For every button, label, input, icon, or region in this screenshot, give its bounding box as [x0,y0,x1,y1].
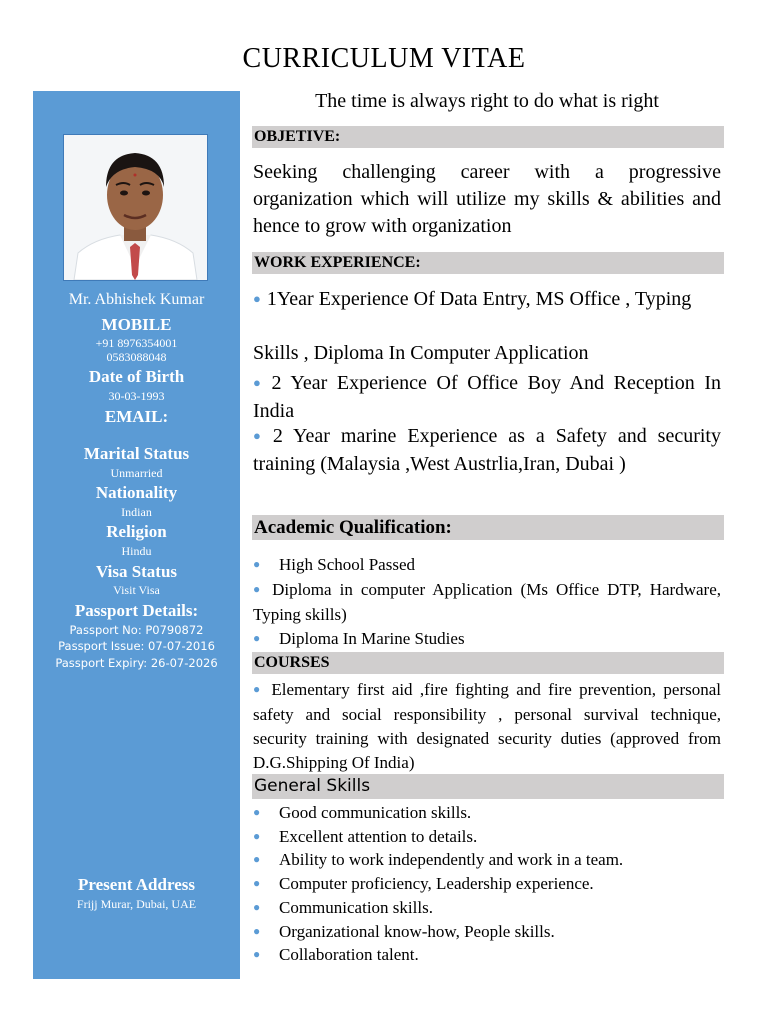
academic-item-text: Diploma in computer Application (Ms Office DTP, Hardware, Typing skills) [253,580,721,624]
general-skills-heading: General Skills [252,774,724,799]
candidate-name: Mr. Abhishek Kumar [68,291,205,308]
work-item-2-text: 2 Year Experience Of Office Boy And Reception In India [253,372,722,422]
skill-item-text: Excellent attention to details. [279,827,478,846]
page-title: CURRICULUM VITAE [242,43,526,74]
bullet-icon: ● [253,852,261,866]
skill-item-text: Good communication skills. [279,803,472,822]
bullet-icon: ● [253,682,264,696]
academic-item-text: Diploma In Marine Studies [279,629,465,648]
motto: The time is always right to do what is right [315,90,659,112]
work-item-2 [253,370,721,425]
dob-value: 30-03-1993 [108,389,165,403]
work-item-1-continued: Skills , Diploma In Computer Application [253,342,589,364]
bullet-icon: ● [253,947,261,961]
bullet-icon: ● [253,924,261,938]
passport-details-label: Passport Details: [74,601,199,620]
religion-label: Religion [106,522,167,541]
marital-status-value: Unmarried [110,466,163,480]
academic-item [253,627,721,652]
passport-expiry: Passport Expiry: 26-07-2026 [55,656,218,670]
academic-heading: Academic Qualification: [252,515,724,540]
work-item-1 [253,286,721,314]
skill-item-text: Organizational know-how, People skills. [279,922,555,941]
bullet-icon: ● [253,428,267,443]
mobile-label: MOBILE [101,315,172,334]
visa-status-value: Visit Visa [113,583,160,597]
bullet-icon: ● [253,829,261,843]
bullet-icon: ● [253,876,261,890]
marital-status-label: Marital Status [83,444,190,463]
bullet-icon: ● [253,375,266,390]
person-photo-icon [64,135,207,280]
bullet-icon: ● [253,557,261,571]
academic-item [253,578,721,627]
mobile-number-1: +91 8976354001 [95,336,178,350]
profile-photo [63,134,208,281]
skill-item-text: Collaboration talent. [279,945,419,964]
academic-item-text: High School Passed [279,555,415,574]
academic-item [253,553,721,578]
religion-value: Hindu [121,544,152,558]
bullet-icon: ● [253,582,265,596]
skill-item-text: Communication skills. [279,898,433,917]
nationality-label: Nationality [95,483,178,502]
skill-item-text: Ability to work independently and work in a team. [279,850,624,869]
bullet-icon: ● [253,291,261,306]
courses-text-body: Elementary first aid ,fire fighting and fire prevention, personal safety and social responsibility , personal survival technique, security training with designated security duties (approved from D.G.Shipping Of India) [253,680,722,772]
skill-item [253,943,721,968]
work-item-3 [253,423,721,478]
nationality-value: Indian [121,505,152,519]
bullet-icon: ● [253,805,261,819]
sidebar [33,91,240,979]
skill-item [253,848,721,873]
objective-heading: OBJETIVE: [252,126,724,148]
dob-label: Date of Birth [88,367,185,386]
visa-status-label: Visa Status [95,562,178,581]
skill-item [253,920,721,945]
skill-item [253,896,721,921]
courses-heading: COURSES [252,652,724,674]
present-address-label: Present Address [78,875,195,894]
work-experience-heading: WORK EXPERIENCE: [252,252,724,274]
courses-text [253,678,721,775]
bullet-icon: ● [253,631,261,645]
passport-issue: Passport Issue: 07-07-2016 [58,639,215,653]
passport-number: Passport No: P0790872 [69,623,204,637]
email-label: EMAIL: [104,407,169,426]
mobile-number-2: 0583088048 [106,350,167,364]
bullet-icon: ● [253,900,261,914]
objective-text: Seeking challenging career with a progressive organization which will utilize my skills & abilities and hence to grow with organization [253,161,721,237]
present-address-value: Frijj Murar, Dubai, UAE [76,897,197,911]
work-item-1-text: 1Year Experience Of Data Entry, MS Office , Typing [266,288,692,310]
skill-item [253,825,721,850]
skill-item [253,872,721,897]
skill-item [253,801,721,826]
skill-item-text: Computer proficiency, Leadership experience. [279,874,594,893]
work-item-3-text: 2 Year marine Experience as a Safety and security training (Malaysia ,West Austrlia,Iran, Dubai ) [253,425,721,475]
